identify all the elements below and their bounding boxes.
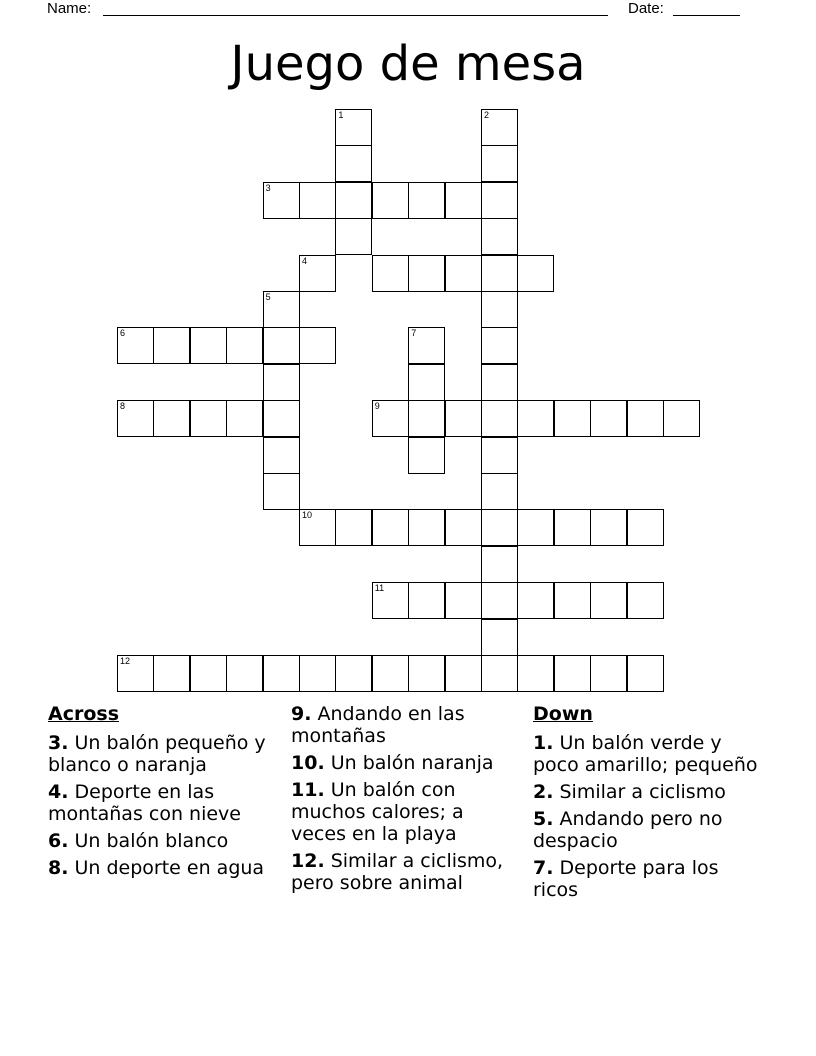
crossword-cell[interactable] — [554, 655, 591, 692]
clue-across-10: 10. Un balón naranja — [291, 752, 494, 774]
clue-number: 12 — [120, 656, 131, 666]
date-label: Date: — [628, 0, 664, 17]
crossword-cell[interactable] — [117, 327, 154, 364]
crossword-cell[interactable] — [299, 655, 336, 692]
crossword-cell[interactable] — [372, 655, 409, 692]
page-title: Juego de mesa — [230, 36, 586, 92]
clue-across-6: 6. Un balón blanco — [48, 830, 229, 852]
clue-number: 3 — [265, 182, 271, 193]
crossword-cell[interactable] — [408, 582, 445, 619]
crossword-cell[interactable] — [590, 400, 627, 437]
across-heading: Across — [48, 703, 120, 725]
crossword-cell[interactable] — [372, 582, 409, 619]
crossword-cell[interactable] — [590, 655, 627, 692]
clue-across-9: 9. Andando en las montañas — [291, 703, 465, 747]
crossword-cell[interactable] — [481, 509, 518, 546]
crossword-cell[interactable] — [117, 655, 154, 692]
crossword-cell[interactable] — [481, 255, 518, 292]
crossword-cell[interactable] — [335, 218, 372, 255]
crossword-cell[interactable] — [190, 400, 227, 437]
crossword-cell[interactable] — [481, 218, 518, 255]
crossword-cell[interactable] — [517, 582, 554, 619]
crossword-cell[interactable] — [554, 582, 591, 619]
crossword-cell[interactable] — [590, 509, 627, 546]
crossword-cell[interactable] — [481, 400, 518, 437]
crossword-cell[interactable] — [481, 619, 518, 656]
crossword-cell[interactable] — [445, 509, 482, 546]
crossword-cell[interactable] — [627, 509, 664, 546]
crossword-cell[interactable] — [445, 582, 482, 619]
crossword-cell[interactable] — [263, 182, 300, 219]
crossword-cell[interactable] — [335, 109, 372, 146]
crossword-cell[interactable] — [408, 437, 445, 474]
clue-down-2: 2. Similar a ciclismo — [533, 781, 726, 803]
crossword-cell[interactable] — [226, 655, 263, 692]
crossword-cell[interactable] — [481, 473, 518, 510]
crossword-cell[interactable] — [226, 400, 263, 437]
clue-number: 5 — [265, 292, 271, 302]
crossword-cell[interactable] — [517, 255, 554, 292]
clue-number: 8 — [120, 401, 126, 412]
clue-number: 10 — [302, 510, 313, 521]
clue-number: 7 — [411, 328, 417, 339]
crossword-cell[interactable] — [481, 364, 518, 401]
crossword-cell[interactable] — [263, 291, 300, 328]
crossword-cell[interactable] — [481, 327, 518, 364]
crossword-cell[interactable] — [372, 400, 409, 437]
crossword-cell[interactable] — [372, 255, 409, 292]
clue-across-8: 8. Un deporte en agua — [48, 857, 265, 879]
crossword-cell[interactable] — [263, 400, 300, 437]
crossword-cell[interactable] — [517, 400, 554, 437]
crossword-cell[interactable] — [335, 655, 372, 692]
clue-across-3: 3. Un balón pequeño y blanco o naranja — [48, 732, 266, 776]
crossword-cell[interactable] — [299, 182, 336, 219]
name-label: Name: — [47, 0, 92, 17]
crossword-cell[interactable] — [408, 509, 445, 546]
crossword-cell[interactable] — [481, 655, 518, 692]
crossword-cell[interactable] — [627, 655, 664, 692]
crossword-cell[interactable] — [554, 509, 591, 546]
crossword-cell[interactable] — [481, 291, 518, 328]
crossword-cell[interactable] — [627, 582, 664, 619]
clue-number: 4 — [302, 255, 308, 266]
crossword-cell[interactable] — [263, 327, 300, 364]
down-column — [533, 703, 763, 906]
crossword-cell[interactable] — [372, 509, 409, 546]
crossword-cell[interactable] — [627, 400, 664, 437]
crossword-cell[interactable] — [408, 400, 445, 437]
crossword-cell[interactable] — [408, 182, 445, 219]
clue-across-11: 11. Un balón con muchos calores; a veces en la playa — [291, 779, 464, 845]
crossword-cell[interactable] — [299, 255, 336, 292]
crossword-cell[interactable] — [153, 327, 190, 364]
crossword-cell[interactable] — [554, 400, 591, 437]
crossword-cell[interactable] — [408, 655, 445, 692]
crossword-cell[interactable] — [481, 145, 518, 182]
crossword-cell[interactable] — [408, 255, 445, 292]
clue-down-7: 7. Deporte para los ricos — [533, 857, 719, 901]
crossword-cell[interactable] — [263, 655, 300, 692]
crossword-cell[interactable] — [299, 327, 336, 364]
crossword-cell[interactable] — [481, 109, 518, 146]
across-column-1 — [48, 703, 278, 884]
crossword-cell[interactable] — [445, 400, 482, 437]
crossword-cell[interactable] — [408, 364, 445, 401]
crossword-cell[interactable] — [481, 182, 518, 219]
crossword-cell[interactable] — [445, 182, 482, 219]
clue-across-12: 12. Similar a ciclismo, pero sobre animal — [291, 850, 504, 894]
crossword-cell[interactable] — [335, 145, 372, 182]
crossword-cell[interactable] — [335, 182, 372, 219]
crossword-cell[interactable] — [226, 327, 263, 364]
crossword-cell[interactable] — [117, 400, 154, 437]
across-column-2 — [291, 703, 521, 899]
clue-number: 2 — [484, 110, 490, 120]
crossword-cell[interactable] — [153, 400, 190, 437]
clue-number: 11 — [374, 583, 385, 594]
crossword-cell[interactable] — [263, 437, 300, 474]
down-heading: Down — [533, 703, 593, 725]
clue-across-4: 4. Deporte en las montañas con nieve — [48, 781, 241, 825]
clue-number: 1 — [338, 110, 344, 120]
crossword-cell[interactable] — [408, 327, 445, 364]
clue-number: 6 — [120, 328, 126, 339]
crossword-cell[interactable] — [153, 655, 190, 692]
crossword-cell[interactable] — [190, 327, 227, 364]
crossword-cell[interactable] — [445, 255, 482, 292]
crossword-cell[interactable] — [663, 400, 700, 437]
clue-number: 9 — [374, 401, 380, 412]
crossword-cell[interactable] — [517, 655, 554, 692]
crossword-cell[interactable] — [372, 182, 409, 219]
crossword-cell[interactable] — [445, 655, 482, 692]
crossword-cell[interactable] — [481, 437, 518, 474]
crossword-cell[interactable] — [481, 546, 518, 583]
crossword-cell[interactable] — [481, 582, 518, 619]
clue-down-5: 5. Andando pero no despacio — [533, 808, 723, 852]
crossword-cell[interactable] — [335, 509, 372, 546]
crossword-cell[interactable] — [190, 655, 227, 692]
crossword-cell[interactable] — [299, 509, 336, 546]
crossword-cell[interactable] — [263, 473, 300, 510]
crossword-cell[interactable] — [263, 364, 300, 401]
clue-down-1: 1. Un balón verde y poco amarillo; pequeño — [533, 732, 758, 776]
crossword-cell[interactable] — [590, 582, 627, 619]
crossword-cell[interactable] — [517, 509, 554, 546]
